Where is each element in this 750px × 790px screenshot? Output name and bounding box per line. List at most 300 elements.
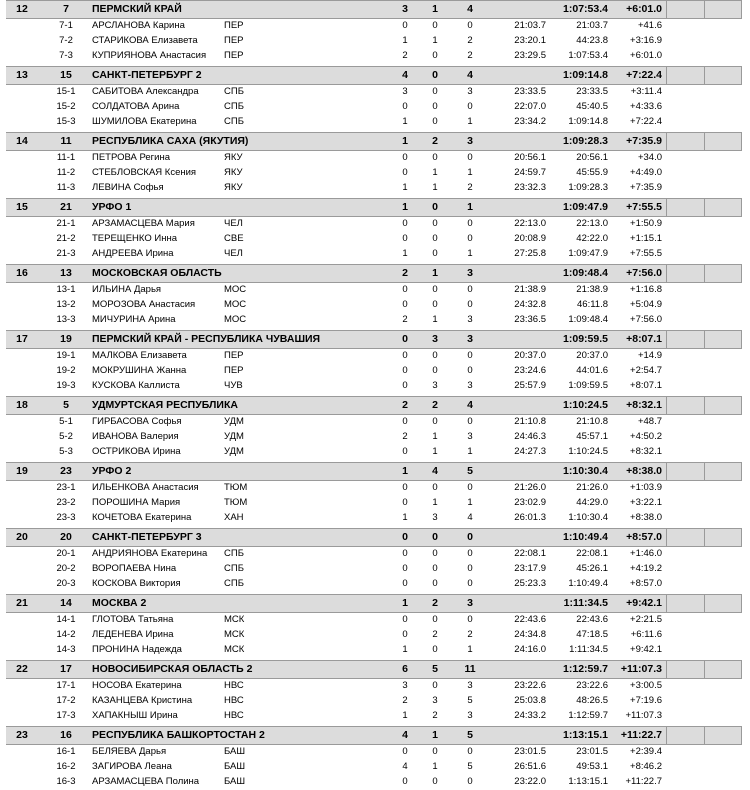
athlete-bib: 20-1 [56, 548, 76, 559]
team-time: 1:10:49.4 [563, 531, 608, 543]
team-penalty-total: 3 [467, 135, 473, 147]
athlete-penalty-standing: 1 [432, 761, 438, 772]
athlete-penalty-total: 0 [467, 416, 473, 427]
athlete-leg-time: 24:27.3 [514, 446, 546, 457]
athlete-name: ИЛЬИНА Дарья [92, 284, 162, 295]
athlete-penalty-total: 1 [467, 248, 473, 259]
athlete-leg-time: 25:23.3 [514, 578, 546, 589]
team-penalty-total: 5 [467, 465, 473, 477]
athlete-region: УДМ [224, 431, 244, 442]
athlete-bib: 23-2 [56, 497, 76, 508]
athlete-leg-time: 24:32.8 [514, 299, 546, 310]
team-diff: +7:35.9 [626, 135, 662, 147]
athlete-penalty-prone: 0 [402, 365, 408, 376]
team-penalty-total: 0 [467, 531, 473, 543]
team-time: 1:09:48.4 [563, 267, 608, 279]
athlete-leg-time: 23:32.3 [514, 182, 546, 193]
team-penalty-prone: 6 [402, 663, 408, 675]
athlete-bib: 5-3 [59, 446, 73, 457]
header-divider [741, 397, 742, 414]
athlete-region: МСК [224, 644, 245, 655]
athlete-cumulative-time: 1:11:34.5 [569, 644, 608, 655]
athlete-penalty-standing: 0 [432, 218, 438, 229]
athlete-leg-time: 23:33.5 [514, 86, 546, 97]
athlete-leg-time: 21:03.7 [514, 20, 546, 31]
team-rank: 17 [16, 333, 28, 345]
header-divider [666, 463, 667, 480]
team-header-row [6, 660, 742, 679]
athlete-penalty-standing: 0 [432, 20, 438, 31]
team-rank: 16 [16, 267, 28, 279]
athlete-leg-time: 23:02.9 [514, 497, 546, 508]
athlete-name: АРСЛАНОВА Карина [92, 20, 185, 31]
team-penalty-prone: 3 [402, 3, 408, 15]
athlete-row [6, 364, 742, 379]
team-bib: 20 [60, 531, 72, 543]
athlete-row [6, 415, 742, 430]
team-diff: +11:22.7 [620, 729, 662, 741]
athlete-penalty-standing: 0 [432, 416, 438, 427]
athlete-penalty-standing: 1 [432, 182, 438, 193]
athlete-penalty-total: 3 [467, 314, 473, 325]
team-diff: +7:55.5 [626, 201, 662, 213]
athlete-region: ЧЕЛ [224, 248, 243, 259]
athlete-row [6, 430, 742, 445]
athlete-name: МАЛКОВА Елизавета [92, 350, 187, 361]
athlete-leg-time: 22:07.0 [514, 101, 546, 112]
athlete-cumulative-time: 1:10:30.4 [568, 512, 608, 523]
athlete-bib: 15-3 [56, 116, 76, 127]
athlete-leg-time: 26:51.6 [514, 761, 546, 772]
athlete-cumulative-time: 49:53.1 [576, 761, 608, 772]
athlete-region: БАШ [224, 761, 246, 772]
athlete-cumulative-time: 1:12:59.7 [568, 710, 608, 721]
athlete-name: СОЛДАТОВА Арина [92, 101, 180, 112]
athlete-row [6, 577, 742, 592]
athlete-region: МСК [224, 629, 245, 640]
athlete-cumulative-time: 23:01.5 [576, 746, 608, 757]
athlete-bib: 13-1 [56, 284, 76, 295]
athlete-cumulative-time: 48:26.5 [576, 695, 608, 706]
team-block [6, 528, 742, 592]
athlete-name: ШУМИЛОВА Екатерина [92, 116, 197, 127]
team-header-row [6, 462, 742, 481]
team-bib: 19 [60, 333, 72, 345]
athlete-leg-time: 22:43.6 [514, 614, 546, 625]
team-name: УРФО 2 [92, 465, 132, 477]
team-bib: 16 [60, 729, 72, 741]
team-header-row [6, 528, 742, 547]
athlete-row [6, 379, 742, 394]
header-divider [666, 133, 667, 150]
athlete-bib: 21-3 [56, 248, 76, 259]
athlete-bib: 21-2 [56, 233, 76, 244]
athlete-region: ЯКУ [224, 182, 243, 193]
team-bib: 17 [60, 663, 72, 675]
athlete-name: МОКРУШИНА Жанна [92, 365, 187, 376]
athlete-penalty-total: 2 [467, 182, 473, 193]
athlete-penalty-standing: 2 [432, 629, 438, 640]
team-rank: 21 [16, 597, 28, 609]
team-bib: 11 [60, 135, 72, 147]
team-penalty-total: 4 [467, 69, 473, 81]
athlete-cumulative-time: 1:09:28.3 [568, 182, 608, 193]
athlete-penalty-prone: 0 [402, 233, 408, 244]
team-penalty-total: 4 [467, 3, 473, 15]
athlete-name: ПЕТРОВА Регина [92, 152, 170, 163]
athlete-penalty-standing: 3 [432, 512, 438, 523]
athlete-penalty-standing: 0 [432, 644, 438, 655]
athlete-row [6, 181, 742, 196]
athlete-region: ТЮМ [224, 497, 248, 508]
athlete-leg-time: 23:22.6 [514, 680, 546, 691]
athlete-cumulative-time: 21:26.0 [576, 482, 608, 493]
team-rank: 20 [16, 531, 28, 543]
athlete-name: ХАПАКНЫШ Ирина [92, 710, 178, 721]
athlete-diff: +4:19.2 [630, 563, 662, 574]
athlete-diff: +7:35.9 [630, 182, 662, 193]
header-divider [704, 265, 705, 282]
athlete-leg-time: 24:16.0 [514, 644, 546, 655]
athlete-penalty-prone: 0 [402, 548, 408, 559]
athlete-cumulative-time: 1:07:53.4 [568, 50, 608, 61]
athlete-diff: +48.7 [637, 416, 662, 427]
athlete-penalty-total: 0 [467, 20, 473, 31]
team-diff: +9:42.1 [626, 597, 662, 609]
header-divider [704, 67, 705, 84]
athlete-penalty-standing: 0 [432, 233, 438, 244]
athlete-row [6, 694, 742, 709]
athlete-region: УДМ [224, 446, 244, 457]
athlete-cumulative-time: 20:56.1 [576, 152, 608, 163]
athlete-penalty-total: 1 [467, 116, 473, 127]
athlete-penalty-total: 0 [467, 218, 473, 229]
athlete-penalty-prone: 0 [402, 629, 408, 640]
team-name: РЕСПУБЛИКА САХА (ЯКУТИЯ) [92, 135, 249, 147]
athlete-row [6, 49, 742, 64]
athlete-row [6, 760, 742, 775]
team-rank: 18 [16, 399, 28, 411]
team-block [6, 330, 742, 394]
team-time: 1:09:47.9 [563, 201, 608, 213]
athlete-name: МОРОЗОВА Анастасия [92, 299, 196, 310]
athlete-leg-time: 24:59.7 [514, 167, 546, 178]
athlete-penalty-total: 0 [467, 233, 473, 244]
team-header-row [6, 594, 742, 613]
team-bib: 23 [60, 465, 72, 477]
athlete-penalty-total: 0 [467, 776, 473, 787]
athlete-row [6, 151, 742, 166]
athlete-name: АНДРЕЕВА Ирина [92, 248, 174, 259]
athlete-bib: 19-1 [56, 350, 76, 361]
team-diff: +8:07.1 [626, 333, 662, 345]
athlete-name: САБИТОВА Александра [92, 86, 199, 97]
athlete-cumulative-time: 1:09:47.9 [568, 248, 608, 259]
athlete-row [6, 775, 742, 790]
athlete-penalty-standing: 1 [432, 431, 438, 442]
athlete-penalty-prone: 2 [402, 431, 408, 442]
athlete-penalty-total: 0 [467, 746, 473, 757]
athlete-cumulative-time: 45:26.1 [576, 563, 608, 574]
athlete-diff: +8:38.0 [630, 512, 662, 523]
athlete-diff: +1:15.1 [630, 233, 662, 244]
header-divider [741, 595, 742, 612]
athlete-diff: +8:57.0 [630, 578, 662, 589]
team-name: РЕСПУБЛИКА БАШКОРТОСТАН 2 [92, 729, 265, 741]
athlete-cumulative-time: 21:38.9 [576, 284, 608, 295]
athlete-penalty-standing: 0 [432, 50, 438, 61]
team-diff: +7:56.0 [626, 267, 662, 279]
team-penalty-total: 3 [467, 597, 473, 609]
athlete-region: НВС [224, 680, 244, 691]
team-header-row [6, 132, 742, 151]
team-time: 1:13:15.1 [563, 729, 608, 741]
athlete-name: ГИРБАСОВА Софья [92, 416, 182, 427]
athlete-cumulative-time: 45:55.9 [576, 167, 608, 178]
athlete-cumulative-time: 21:10.8 [576, 416, 608, 427]
header-divider [704, 397, 705, 414]
athlete-diff: +2:54.7 [630, 365, 662, 376]
athlete-name: КОЧЕТОВА Екатерина [92, 512, 192, 523]
athlete-bib: 11-2 [56, 167, 76, 178]
athlete-leg-time: 23:17.9 [514, 563, 546, 574]
header-divider [741, 199, 742, 216]
athlete-region: СПБ [224, 578, 244, 589]
athlete-penalty-standing: 0 [432, 116, 438, 127]
athlete-region: СПБ [224, 86, 244, 97]
team-block [6, 660, 742, 724]
athlete-region: МСК [224, 614, 245, 625]
header-divider [741, 463, 742, 480]
athlete-cumulative-time: 1:09:48.4 [568, 314, 608, 325]
athlete-penalty-total: 0 [467, 365, 473, 376]
athlete-penalty-total: 1 [467, 644, 473, 655]
header-divider [741, 133, 742, 150]
team-block [6, 66, 742, 130]
athlete-bib: 11-1 [56, 152, 76, 163]
athlete-row [6, 679, 742, 694]
athlete-name: СТАРИКОВА Елизавета [92, 35, 198, 46]
athlete-bib: 17-3 [56, 710, 76, 721]
athlete-row [6, 85, 742, 100]
team-diff: +11:07.3 [620, 663, 662, 675]
athlete-diff: +3:00.5 [630, 680, 662, 691]
athlete-cumulative-time: 21:03.7 [576, 20, 608, 31]
team-rank: 13 [16, 69, 28, 81]
header-divider [704, 727, 705, 744]
athlete-penalty-prone: 0 [402, 152, 408, 163]
athlete-region: СПБ [224, 116, 244, 127]
athlete-leg-time: 23:29.5 [514, 50, 546, 61]
team-header-row [6, 0, 742, 19]
athlete-region: СПБ [224, 563, 244, 574]
team-penalty-total: 5 [467, 729, 473, 741]
team-penalty-prone: 0 [402, 333, 408, 345]
athlete-penalty-standing: 1 [432, 446, 438, 457]
athlete-cumulative-time: 22:13.0 [576, 218, 608, 229]
header-divider [666, 1, 667, 18]
athlete-penalty-standing: 0 [432, 482, 438, 493]
athlete-row [6, 19, 742, 34]
athlete-cumulative-time: 44:01.6 [576, 365, 608, 376]
team-block [6, 198, 742, 262]
header-divider [666, 595, 667, 612]
team-penalty-prone: 2 [402, 267, 408, 279]
athlete-penalty-total: 0 [467, 299, 473, 310]
athlete-penalty-total: 0 [467, 563, 473, 574]
athlete-cumulative-time: 1:09:14.8 [568, 116, 608, 127]
athlete-bib: 19-3 [56, 380, 76, 391]
athlete-row [6, 34, 742, 49]
athlete-bib: 14-2 [56, 629, 76, 640]
team-block [6, 264, 742, 328]
athlete-penalty-standing: 2 [432, 710, 438, 721]
athlete-name: АНДРИЯНОВА Екатерина [92, 548, 208, 559]
athlete-penalty-prone: 0 [402, 350, 408, 361]
team-penalty-prone: 1 [402, 135, 408, 147]
athlete-cumulative-time: 23:22.6 [576, 680, 608, 691]
athlete-region: СВЕ [224, 233, 244, 244]
athlete-penalty-total: 3 [467, 431, 473, 442]
team-penalty-standing: 0 [432, 531, 438, 543]
athlete-penalty-standing: 1 [432, 35, 438, 46]
athlete-cumulative-time: 23:33.5 [576, 86, 608, 97]
athlete-bib: 19-2 [56, 365, 76, 376]
athlete-row [6, 547, 742, 562]
athlete-penalty-total: 1 [467, 446, 473, 457]
athlete-cumulative-time: 1:10:49.4 [568, 578, 608, 589]
header-divider [704, 463, 705, 480]
athlete-penalty-prone: 1 [402, 116, 408, 127]
athlete-region: ЯКУ [224, 167, 243, 178]
athlete-region: ПЕР [224, 350, 244, 361]
team-diff: +8:38.0 [626, 465, 662, 477]
header-divider [666, 529, 667, 546]
athlete-region: МОС [224, 299, 247, 310]
athlete-penalty-prone: 2 [402, 50, 408, 61]
athlete-cumulative-time: 45:40.5 [576, 101, 608, 112]
athlete-region: МОС [224, 284, 247, 295]
team-rank: 15 [16, 201, 28, 213]
athlete-name: АРЗАМАСЦЕВА Полина [92, 776, 200, 787]
athlete-name: ТЕРЕЩЕНКО Инна [92, 233, 177, 244]
team-penalty-prone: 0 [402, 531, 408, 543]
team-penalty-prone: 2 [402, 399, 408, 411]
athlete-region: ТЮМ [224, 482, 248, 493]
athlete-penalty-prone: 0 [402, 167, 408, 178]
athlete-name: СТЕБЛОВСКАЯ Ксения [92, 167, 197, 178]
athlete-leg-time: 20:37.0 [514, 350, 546, 361]
athlete-region: БАШ [224, 746, 246, 757]
athlete-cumulative-time: 20:37.0 [576, 350, 608, 361]
header-divider [666, 397, 667, 414]
athlete-leg-time: 20:56.1 [514, 152, 546, 163]
athlete-cumulative-time: 45:57.1 [576, 431, 608, 442]
athlete-leg-time: 23:20.1 [514, 35, 546, 46]
team-name: УДМУРТСКАЯ РЕСПУБЛИКА [92, 399, 238, 411]
team-bib: 14 [60, 597, 72, 609]
athlete-leg-time: 26:01.3 [514, 512, 546, 523]
header-divider [741, 67, 742, 84]
athlete-penalty-prone: 0 [402, 563, 408, 574]
athlete-row [6, 628, 742, 643]
athlete-bib: 13-3 [56, 314, 76, 325]
team-time: 1:07:53.4 [563, 3, 608, 15]
athlete-bib: 17-1 [56, 680, 76, 691]
team-penalty-prone: 1 [402, 465, 408, 477]
team-name: ПЕРМСКИЙ КРАЙ [92, 3, 182, 15]
athlete-diff: +34.0 [637, 152, 662, 163]
athlete-leg-time: 22:08.1 [514, 548, 546, 559]
athlete-leg-time: 24:34.8 [514, 629, 546, 640]
athlete-name: НОСОВА Екатерина [92, 680, 182, 691]
header-divider [741, 265, 742, 282]
athlete-penalty-prone: 4 [402, 761, 408, 772]
team-block [6, 462, 742, 526]
athlete-leg-time: 23:24.6 [514, 365, 546, 376]
athlete-penalty-prone: 0 [402, 497, 408, 508]
athlete-penalty-standing: 0 [432, 548, 438, 559]
athlete-penalty-total: 3 [467, 380, 473, 391]
team-diff: +8:32.1 [626, 399, 662, 411]
athlete-penalty-standing: 0 [432, 680, 438, 691]
team-penalty-standing: 4 [432, 465, 438, 477]
athlete-penalty-standing: 0 [432, 101, 438, 112]
team-name: НОВОСИБИРСКАЯ ОБЛАСТЬ 2 [92, 663, 253, 675]
athlete-penalty-total: 0 [467, 350, 473, 361]
athlete-region: НВС [224, 695, 244, 706]
athlete-penalty-standing: 0 [432, 299, 438, 310]
athlete-bib: 7-1 [59, 20, 73, 31]
athlete-penalty-standing: 0 [432, 365, 438, 376]
athlete-penalty-prone: 0 [402, 746, 408, 757]
athlete-name: КОСКОВА Виктория [92, 578, 181, 589]
athlete-diff: +1:46.0 [630, 548, 662, 559]
athlete-penalty-standing: 3 [432, 380, 438, 391]
team-penalty-total: 11 [464, 663, 476, 675]
athlete-cumulative-time: 1:10:24.5 [568, 446, 608, 457]
athlete-leg-time: 22:13.0 [514, 218, 546, 229]
athlete-row [6, 562, 742, 577]
athlete-penalty-prone: 0 [402, 101, 408, 112]
athlete-bib: 15-2 [56, 101, 76, 112]
header-divider [666, 265, 667, 282]
athlete-name: ПРОНИНА Надежда [92, 644, 182, 655]
athlete-penalty-prone: 0 [402, 578, 408, 589]
athlete-diff: +1:16.8 [630, 284, 662, 295]
athlete-bib: 16-1 [56, 746, 76, 757]
team-bib: 5 [63, 399, 69, 411]
athlete-diff: +8:07.1 [630, 380, 662, 391]
athlete-diff: +41.6 [637, 20, 662, 31]
athlete-leg-time: 21:26.0 [514, 482, 546, 493]
athlete-penalty-standing: 3 [432, 695, 438, 706]
team-penalty-standing: 2 [432, 597, 438, 609]
team-penalty-standing: 0 [432, 201, 438, 213]
athlete-name: ЛЕДЕНЕВА Ирина [92, 629, 174, 640]
team-penalty-prone: 4 [402, 729, 408, 741]
athlete-row [6, 100, 742, 115]
team-time: 1:12:59.7 [563, 663, 608, 675]
athlete-penalty-total: 3 [467, 680, 473, 691]
athlete-bib: 5-2 [59, 431, 73, 442]
athlete-name: ЛЕВИНА Софья [92, 182, 164, 193]
athlete-penalty-prone: 2 [402, 695, 408, 706]
team-name: МОСКВА 2 [92, 597, 147, 609]
athlete-penalty-prone: 0 [402, 299, 408, 310]
athlete-bib: 23-1 [56, 482, 76, 493]
athlete-leg-time: 27:25.8 [514, 248, 546, 259]
